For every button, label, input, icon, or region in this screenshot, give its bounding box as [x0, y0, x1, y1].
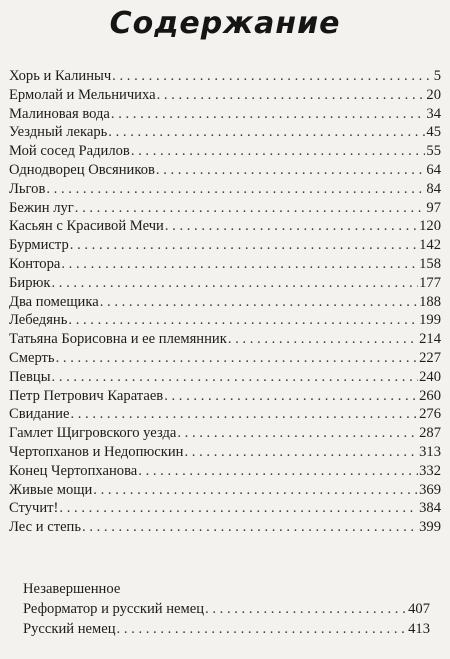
- dot-leader: [156, 161, 426, 180]
- entry-page: 313: [419, 443, 441, 460]
- entry-title: Хорь и Калиныч: [9, 68, 112, 84]
- toc-entry: [9, 142, 441, 161]
- entry-page: 142: [419, 237, 441, 254]
- dot-leader: [61, 255, 418, 274]
- entry-page: 5: [433, 68, 441, 84]
- entry-page: 260: [419, 387, 441, 404]
- toc-entry: [9, 105, 441, 124]
- dot-leader: [185, 443, 419, 462]
- dot-leader: [205, 599, 407, 619]
- toc-entry: [9, 481, 441, 500]
- dot-leader: [93, 481, 418, 500]
- entry-title: Свидание: [9, 406, 70, 423]
- entry-title: Русский немец: [23, 621, 116, 637]
- entry-page: 34: [426, 105, 441, 122]
- toc-entry: [9, 499, 441, 518]
- dot-leader: [228, 330, 418, 349]
- toc-entry: [9, 368, 441, 387]
- toc-entry: [9, 67, 441, 86]
- dot-leader: [46, 180, 425, 199]
- toc-entry: [9, 518, 441, 537]
- dot-leader: [164, 387, 418, 406]
- dot-leader: [59, 499, 418, 518]
- toc-entry: [9, 161, 441, 180]
- table-of-contents: [9, 67, 441, 537]
- toc-entry: [23, 619, 430, 639]
- entry-title: Уездный лекарь: [9, 124, 108, 141]
- toc-entry: [9, 255, 441, 274]
- entry-title: Лебедянь: [9, 312, 68, 329]
- dot-leader: [138, 462, 418, 481]
- entry-title: Бежин луг: [9, 199, 74, 216]
- dot-leader: [177, 424, 418, 443]
- toc-entry: [9, 199, 441, 218]
- dot-leader: [70, 405, 418, 424]
- entry-page: 240: [419, 368, 441, 385]
- entry-title: Стучит!: [9, 500, 59, 517]
- dot-leader: [68, 311, 418, 330]
- toc-entry: [23, 599, 430, 619]
- entry-title: Реформатор и русский немец: [23, 601, 205, 617]
- entry-title: Живые мощи: [9, 481, 93, 498]
- toc-entry: [9, 86, 441, 105]
- dot-leader: [131, 142, 426, 161]
- entry-title: Касьян с Красивой Мечи: [9, 218, 164, 235]
- toc-entry: [9, 424, 441, 443]
- toc-entry: [9, 311, 441, 330]
- entry-page: 64: [426, 161, 441, 178]
- toc-entry: [9, 236, 441, 255]
- entry-page: 384: [419, 500, 441, 517]
- entry-page: 332: [419, 462, 441, 479]
- dot-leader: [117, 619, 408, 639]
- entry-page: 199: [419, 312, 441, 329]
- entry-page: 227: [419, 349, 441, 366]
- dot-leader: [112, 67, 433, 86]
- entry-title: Контора: [9, 255, 61, 272]
- toc-entry: [9, 293, 441, 312]
- dot-leader: [165, 217, 418, 236]
- dot-leader: [75, 199, 426, 218]
- toc-entry: [9, 180, 441, 199]
- entry-title: Ермолай и Мельничиха: [9, 86, 156, 103]
- entry-page: 287: [419, 425, 441, 442]
- entry-page: 399: [419, 519, 441, 536]
- entry-title: Льгов: [9, 180, 46, 197]
- page-title: Содержание: [109, 6, 341, 41]
- entry-title: Однодворец Овсяников: [9, 161, 155, 178]
- entry-title: Бурмистр: [9, 237, 69, 254]
- entry-page: 158: [419, 255, 441, 272]
- dot-leader: [100, 293, 418, 312]
- entry-title: Петр Петрович Каратаев: [9, 387, 164, 404]
- entry-title: Чертопханов и Недопюскин: [9, 443, 184, 460]
- entry-page: 214: [419, 331, 441, 348]
- dot-leader: [70, 236, 418, 255]
- entry-page: 276: [419, 406, 441, 423]
- unfinished-section: [23, 580, 430, 639]
- dot-leader: [82, 518, 418, 537]
- entry-title: Гамлет Щигровского уезда: [9, 425, 177, 442]
- entry-page: 369: [419, 481, 441, 498]
- dot-leader: [111, 105, 426, 124]
- entry-page: 120: [419, 218, 441, 235]
- section-heading: Незавершенное: [23, 581, 121, 597]
- toc-entry: [9, 443, 441, 462]
- toc-entry: [9, 387, 441, 406]
- entry-title: Лес и степь: [9, 519, 82, 536]
- entry-title: Бирюк: [9, 274, 51, 291]
- toc-entry: [9, 217, 441, 236]
- entry-title: Мой сосед Радилов: [9, 143, 130, 160]
- entry-page: 84: [426, 180, 441, 197]
- entry-title: Татьяна Борисовна и ее племянник: [9, 331, 227, 348]
- dot-leader: [157, 86, 426, 105]
- entry-page: 188: [419, 293, 441, 310]
- toc-entry: [9, 274, 441, 293]
- entry-page: 407: [408, 601, 430, 617]
- entry-page: 55: [426, 143, 441, 160]
- entry-title: Два помещика: [9, 293, 99, 310]
- dot-leader: [52, 368, 419, 387]
- entry-title: Певцы: [9, 368, 51, 385]
- entry-page: 177: [419, 274, 441, 291]
- entry-page: 45: [426, 124, 441, 141]
- entry-title: Смерть: [9, 349, 55, 366]
- dot-leader: [108, 123, 425, 142]
- toc-entry: [9, 123, 441, 142]
- toc-entry: [9, 349, 441, 368]
- dot-leader: [51, 274, 418, 293]
- toc-entry: [9, 405, 441, 424]
- entry-page: 413: [408, 621, 430, 637]
- toc-entry: [9, 462, 441, 481]
- entry-page: 97: [426, 199, 441, 216]
- toc-entry: [9, 330, 441, 349]
- entry-title: Малиновая вода: [9, 105, 110, 122]
- dot-leader: [56, 349, 419, 368]
- entry-title: Конец Чертопханова: [9, 462, 138, 479]
- entry-page: 20: [426, 86, 441, 103]
